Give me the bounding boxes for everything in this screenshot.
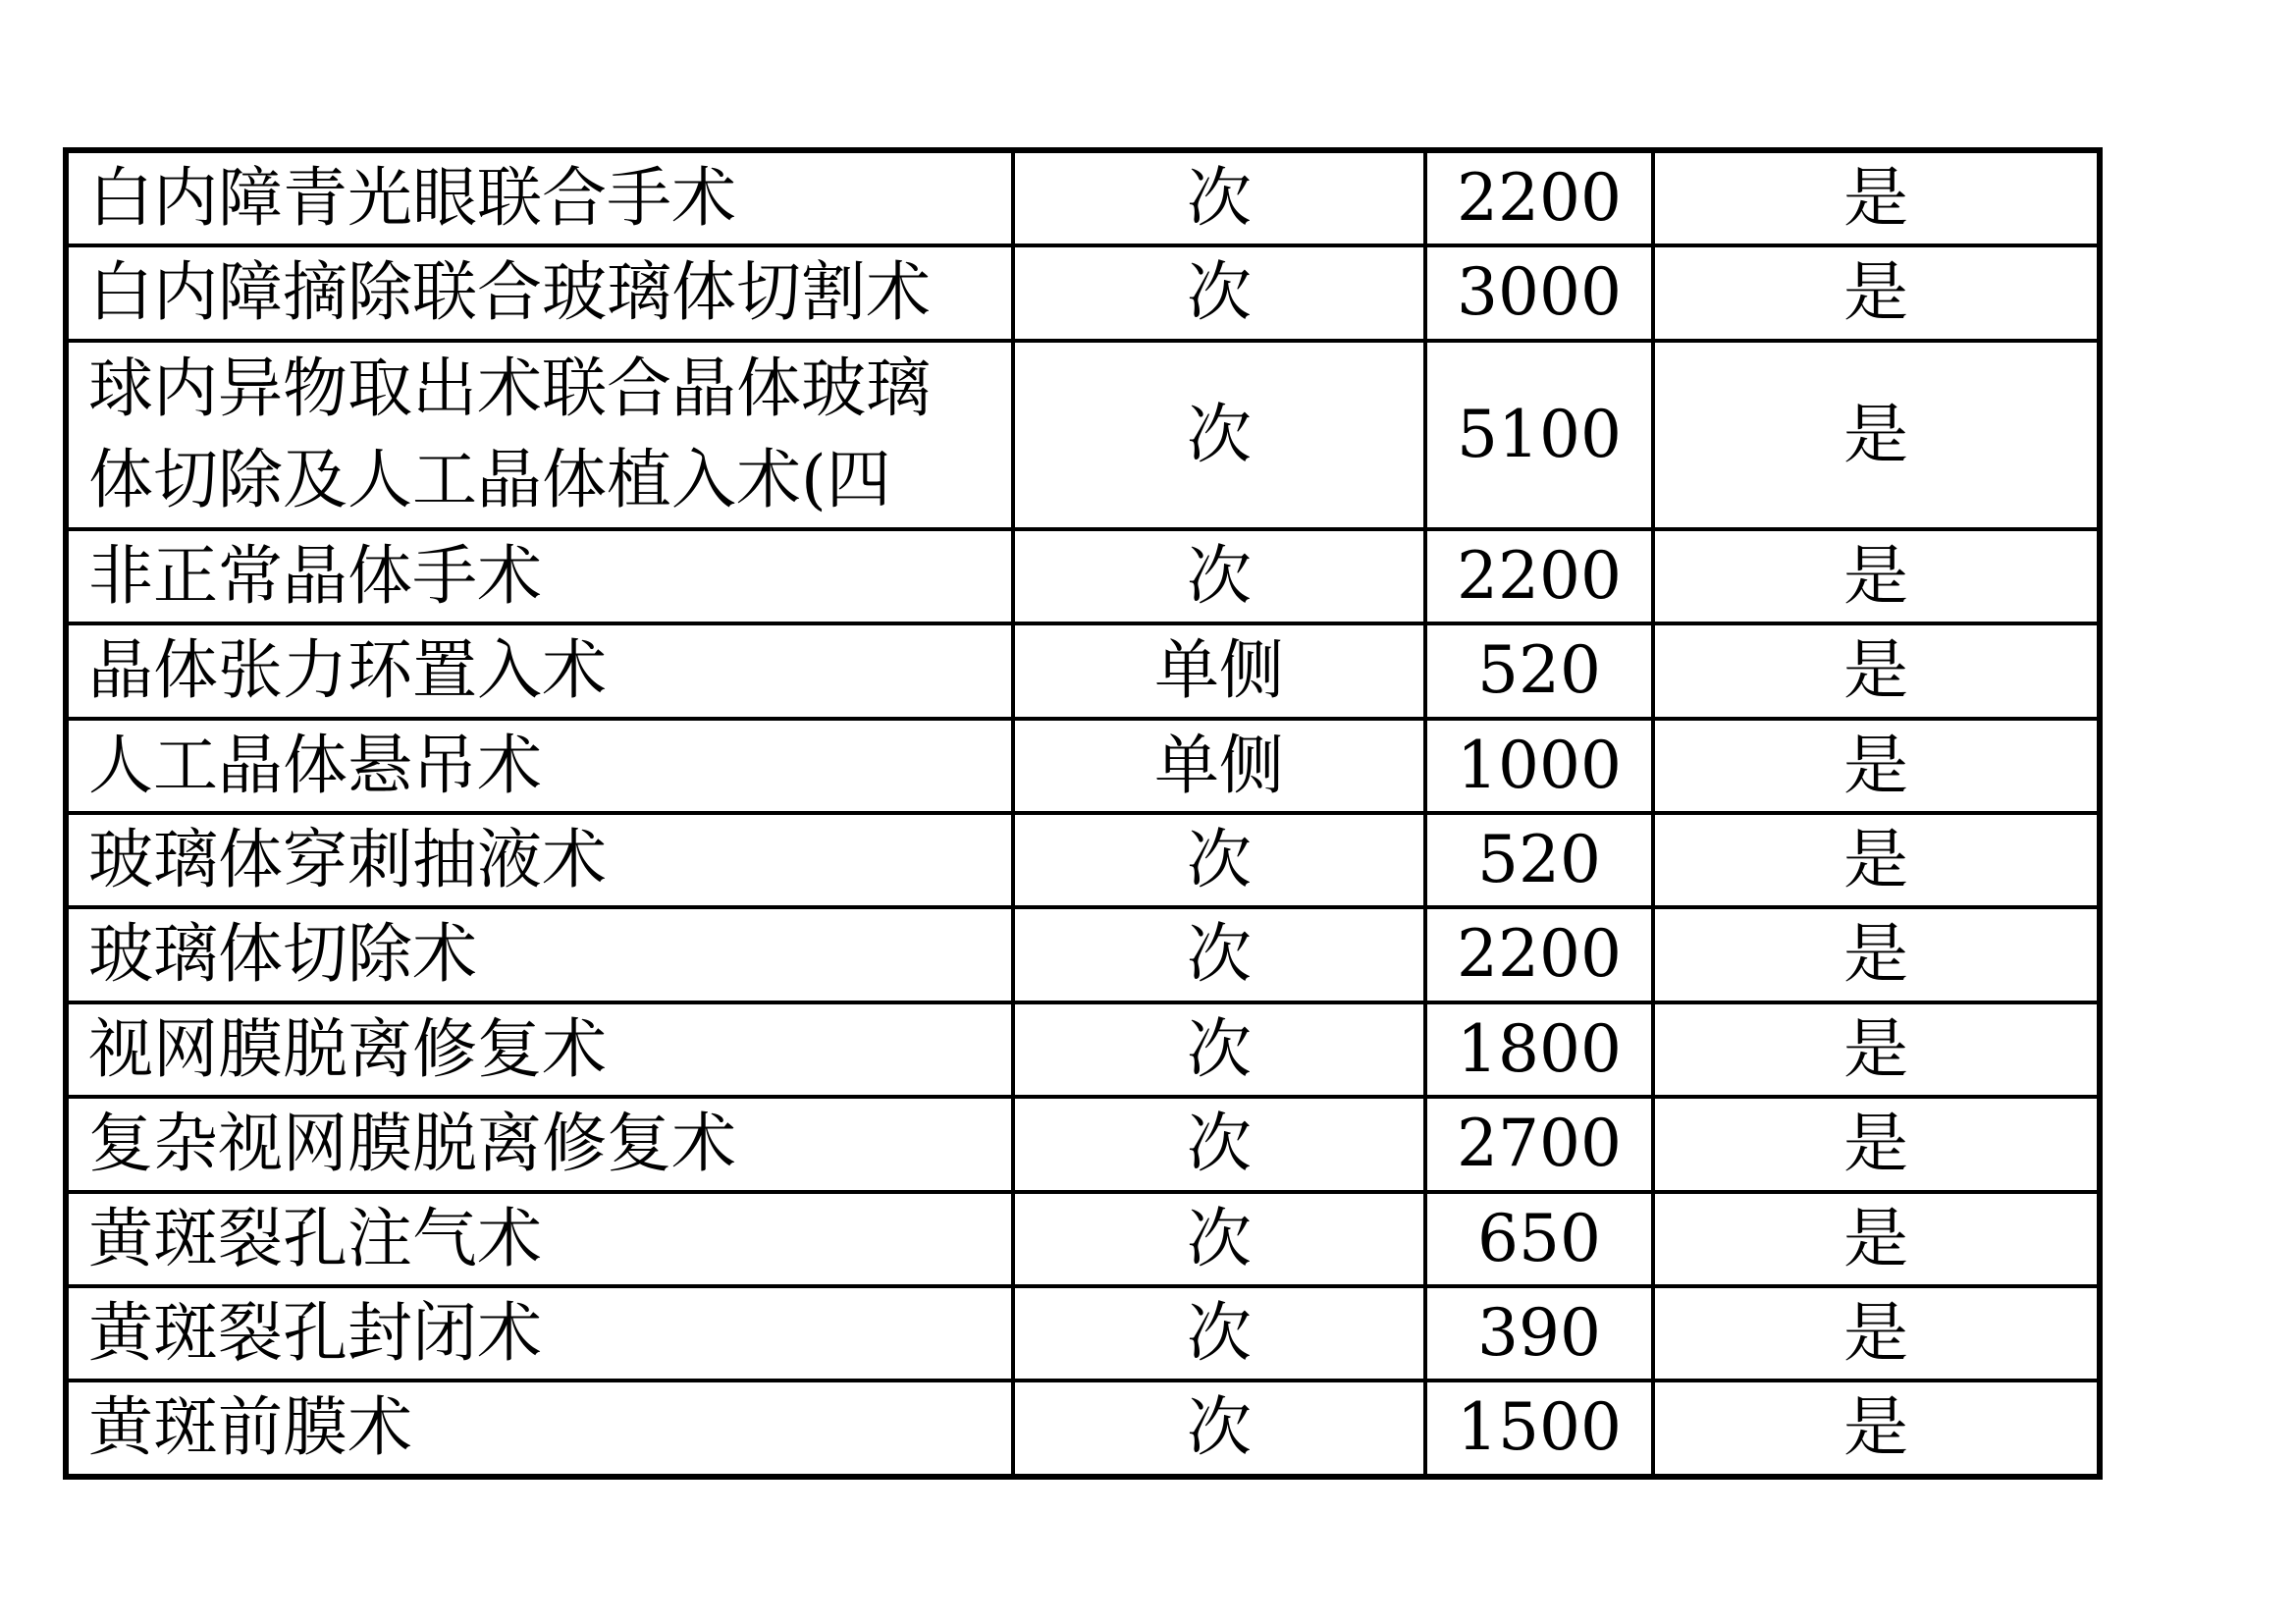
unit-cell: 次 [1013,1002,1425,1097]
price-cell: 650 [1425,1192,1653,1286]
approved-cell: 是 [1653,813,2100,907]
table-row [66,719,2100,813]
procedure-name-cell: 白内障青光眼联合手术 [66,150,1013,245]
fee-table [63,147,2103,1480]
table-row [66,1002,2100,1097]
unit-cell: 次 [1013,529,1425,623]
price-cell: 2200 [1425,529,1653,623]
unit-cell: 次 [1013,245,1425,340]
procedure-name-cell: 复杂视网膜脱离修复术 [66,1097,1013,1191]
approved-cell: 是 [1653,1286,2100,1380]
procedure-name-cell: 晶体张力环置入术 [66,623,1013,718]
unit-cell: 次 [1013,1286,1425,1380]
price-cell: 2700 [1425,1097,1653,1191]
table-row [66,1286,2100,1380]
unit-cell: 次 [1013,1380,1425,1476]
table-row [66,813,2100,907]
approved-cell: 是 [1653,1097,2100,1191]
procedure-name-cell: 玻璃体穿刺抽液术 [66,813,1013,907]
procedure-name-cell: 非正常晶体手术 [66,529,1013,623]
table-row [66,1097,2100,1191]
price-cell: 1800 [1425,1002,1653,1097]
price-cell: 3000 [1425,245,1653,340]
price-cell: 520 [1425,623,1653,718]
approved-cell: 是 [1653,1380,2100,1476]
unit-cell: 次 [1013,150,1425,245]
approved-cell: 是 [1653,245,2100,340]
table-row [66,623,2100,718]
procedure-name-cell: 玻璃体切除术 [66,907,1013,1001]
price-cell: 1000 [1425,719,1653,813]
table-row [66,907,2100,1001]
procedure-name-cell: 人工晶体悬吊术 [66,719,1013,813]
procedure-name-cell: 黄斑裂孔注气术 [66,1192,1013,1286]
unit-cell: 次 [1013,1097,1425,1191]
approved-cell: 是 [1653,341,2100,529]
unit-cell: 单侧 [1013,719,1425,813]
table-row [66,150,2100,245]
procedure-name-cell: 白内障摘除联合玻璃体切割术 [66,245,1013,340]
table-row [66,245,2100,340]
price-cell: 5100 [1425,341,1653,529]
approved-cell: 是 [1653,907,2100,1001]
price-cell: 520 [1425,813,1653,907]
unit-cell: 次 [1013,341,1425,529]
table-row [66,1380,2100,1476]
procedure-name-cell: 球内异物取出术联合晶体玻璃体切除及人工晶体植入术(四 [66,341,1013,529]
approved-cell: 是 [1653,719,2100,813]
table-row [66,341,2100,529]
approved-cell: 是 [1653,150,2100,245]
approved-cell: 是 [1653,623,2100,718]
approved-cell: 是 [1653,1002,2100,1097]
table-row [66,1192,2100,1286]
approved-cell: 是 [1653,529,2100,623]
unit-cell: 次 [1013,907,1425,1001]
price-cell: 1500 [1425,1380,1653,1476]
price-cell: 390 [1425,1286,1653,1380]
table-row [66,529,2100,623]
price-cell: 2200 [1425,150,1653,245]
procedure-name-cell: 黄斑裂孔封闭术 [66,1286,1013,1380]
procedure-name-cell: 视网膜脱离修复术 [66,1002,1013,1097]
unit-cell: 次 [1013,813,1425,907]
unit-cell: 单侧 [1013,623,1425,718]
approved-cell: 是 [1653,1192,2100,1286]
price-cell: 2200 [1425,907,1653,1001]
procedure-name-cell: 黄斑前膜术 [66,1380,1013,1476]
unit-cell: 次 [1013,1192,1425,1286]
